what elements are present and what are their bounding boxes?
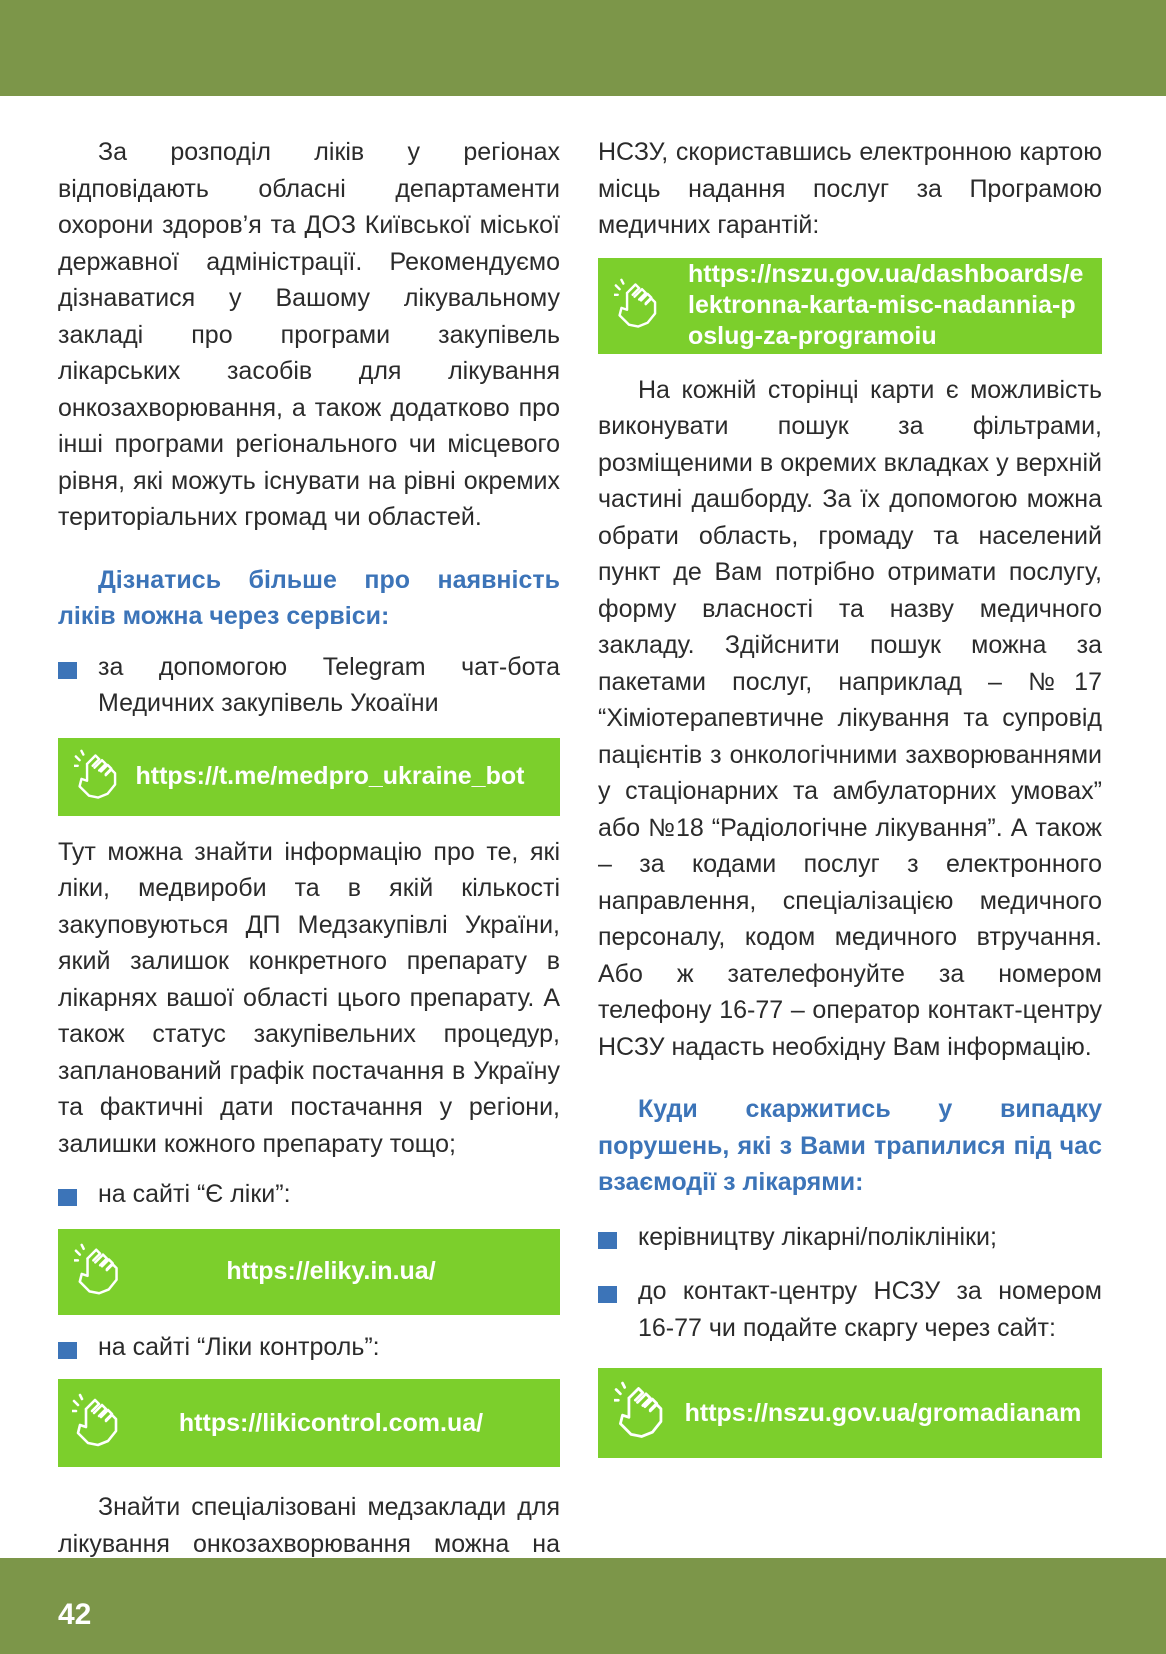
page-number: 42 — [58, 1598, 92, 1631]
bullet-likicontrol-text: на сайті “Ліки контроль”: — [98, 1332, 380, 1361]
right-heading: Куди скаржитись у випадку порушень, які з Вами трапилися під час взаємодії з лікарями: — [598, 1095, 1102, 1196]
pointing-hand-icon — [74, 749, 130, 805]
pointing-hand-icon — [72, 1393, 132, 1453]
right-column — [598, 134, 1102, 1458]
right-paragraph-2: На кожній сторінці карти є можливість виконувати пошук за фільтрами, розміщеними в окремих вкладках у верхній частині дашборду. За їх допомогою можна обрати область, громаду та населений пункт де Вам потрібно отримати послугу, форму власності та назву медичного закладу. Здійснити пошук можна за пакетами послуг, наприклад – №17 “Хіміотерапевтичне лікування та супровід пацієнтів з онкологічними захворюваннями у стаціонарних та амбулаторних умовах” або №18 “Радіологічне лікування”. А також – за кодами послуг з електронного направлення, спеціалізацією медичного персоналу, кодом медичного втручання. Або ж зателефонуйте за номером телефону 16-77 – оператор контакт-центру НСЗУ надасть необхідну Вам інформацію. — [598, 375, 1102, 1061]
link-nszu-map[interactable]: https://nszu.gov.ua/dashboards/elektronna-karta-misc-nadannia-poslug-za-programoiu — [688, 260, 1084, 350]
left-paragraph-1: За розподіл ліків у регіонах відповідають обласні департаменти охорони здоров’я та ДОЗ Київської міської державної адміністрації. Рекомендуємо дізнаватися у Вашому лікувальному закладі про програми закупівель лікарських засобів для лікування онкозахворювання, а також додатково про інші програми регіонального чи місцевого рівня, які можуть існувати на рівні окремих територіальних громад чи областей. — [58, 138, 560, 531]
bullet-square-icon — [58, 1342, 77, 1359]
link-box-eliky[interactable] — [58, 1229, 560, 1315]
link-box-nszu-citizens[interactable] — [598, 1368, 1102, 1458]
top-band — [0, 0, 1166, 96]
link-likicontrol[interactable]: https://likicontrol.com.ua/ — [178, 1408, 484, 1437]
left-paragraph-3: Знайти спеціалізовані медзаклади для лікування онкозахворювання можна на — [58, 1493, 560, 1558]
bullet-contact-center — [598, 1273, 1102, 1346]
link-nszu-citizens[interactable]: https://nszu.gov.ua/gromadianam — [684, 1398, 1082, 1427]
left-heading: Дізнатись більше про наявність ліків можна через сервіси: — [58, 565, 560, 630]
pointing-hand-icon — [614, 278, 670, 334]
bullet-hospital-management-text: керівництву лікарні/поліклініки; — [638, 1222, 997, 1251]
bullet-eliky-text: на сайті “Є ліки”: — [98, 1180, 291, 1208]
bullet-square-icon — [598, 1232, 617, 1249]
bullet-square-icon — [58, 662, 77, 679]
bullet-hospital-management — [598, 1219, 1102, 1256]
link-box-likicontrol[interactable] — [58, 1379, 560, 1467]
link-box-telegram[interactable] — [58, 738, 560, 816]
link-eliky[interactable]: https://eliky.in.ua/ — [226, 1257, 436, 1285]
link-box-nszu-map[interactable] — [598, 258, 1102, 354]
bullet-square-icon — [58, 1189, 77, 1206]
bullet-telegram-text: за допомогою Telegram чат-бота Медичних закупівель Укоаїни — [98, 652, 560, 717]
bullet-square-icon — [598, 1286, 617, 1303]
bullet-eliky — [58, 1176, 560, 1213]
bullet-telegram — [58, 649, 560, 722]
bullet-likicontrol — [58, 1329, 560, 1366]
left-paragraph-2: Тут можна знайти інформацію про те, які ліки, медвироби та в якій кількості закуповуються ДП Медзакупівлі України, який залишок конкретного препарату в лікарнях вашої області цього препарату. А також статус закупівельних процедур, запланований графік постачання в Україну та фактичні дати постачання у регіони, залишки кожного препарату тощо; — [58, 837, 560, 1158]
link-telegram-bot[interactable]: https://t.me/medpro_ukraine_bot — [135, 762, 525, 790]
bullet-contact-center-text: до контакт-центру НСЗУ за номером 16-77 чи подайте скаргу через сайт: — [638, 1277, 1102, 1342]
right-paragraph-1: НСЗУ, скориставшись електронною картою місць надання послуг за Програмою медичних гарантій: — [598, 138, 1102, 239]
bottom-band — [0, 1558, 1166, 1654]
pointing-hand-icon — [614, 1381, 678, 1445]
pointing-hand-icon — [74, 1243, 132, 1301]
left-column — [58, 134, 560, 1599]
